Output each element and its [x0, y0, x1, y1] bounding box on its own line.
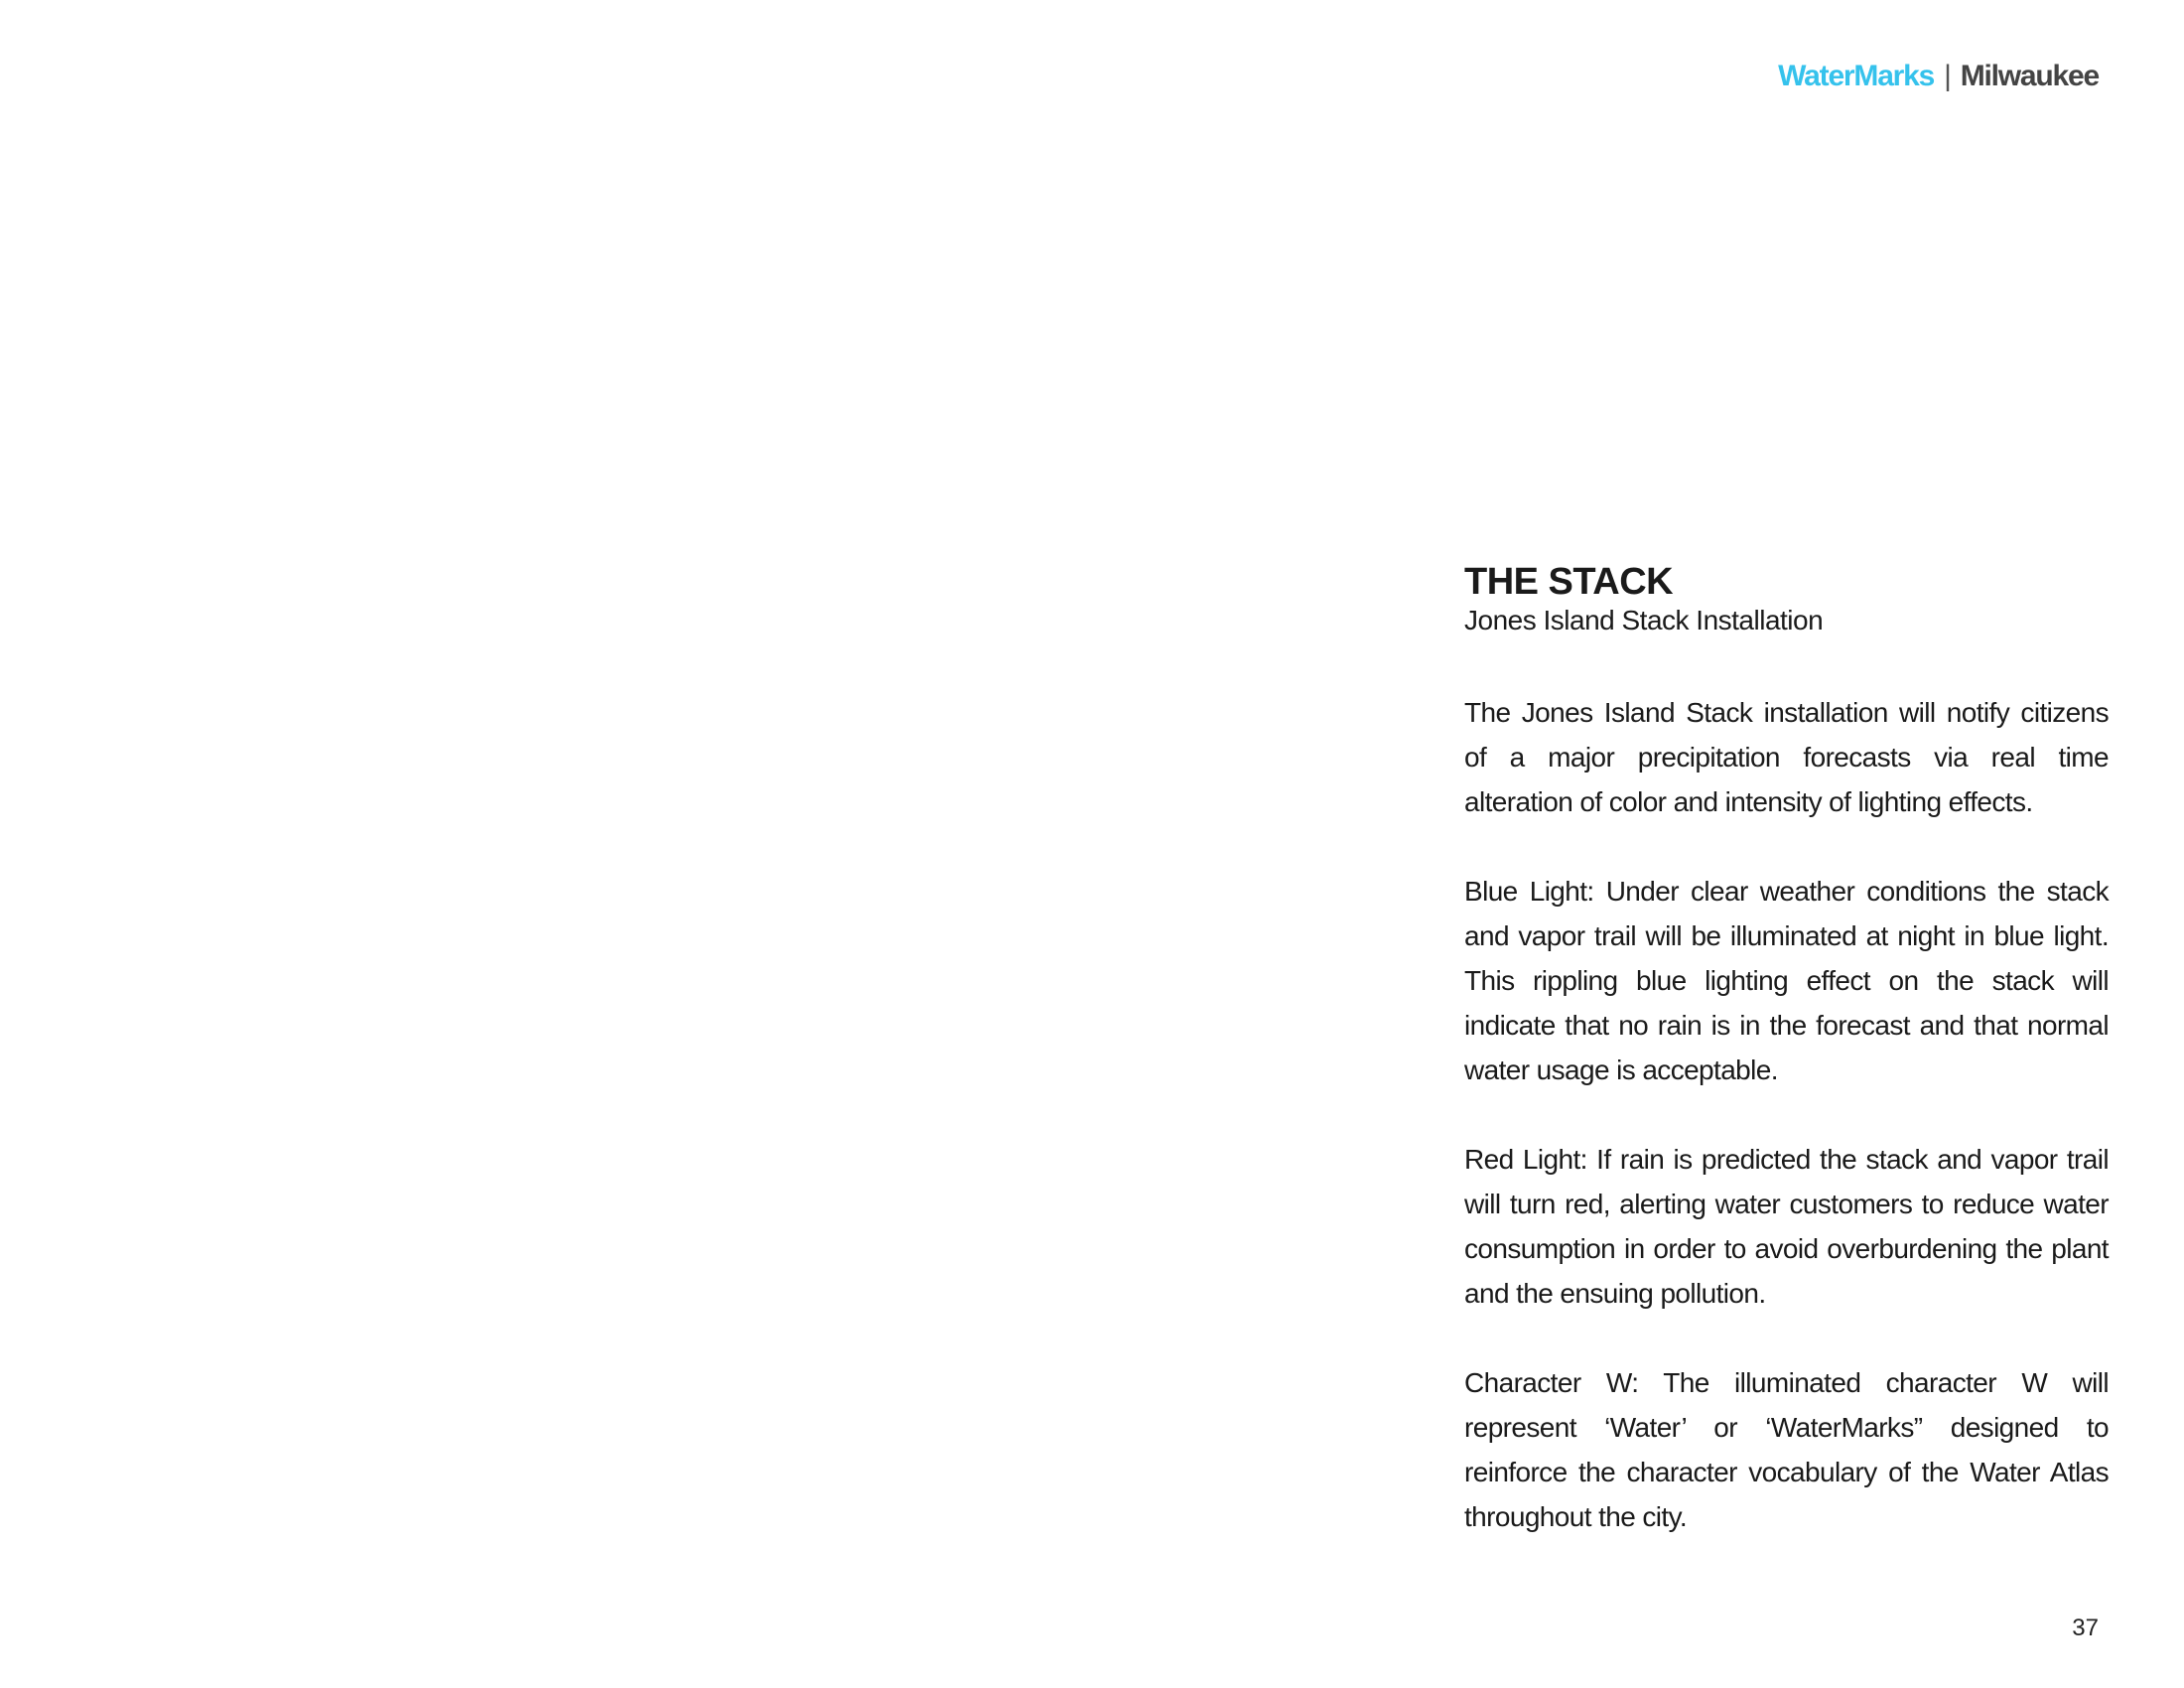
paragraph-intro: The Jones Island Stack installation will notify citizens of a major precipitation forecasts via real time alteration of color and intensity of lighting effects. — [1464, 697, 2109, 817]
header-separator: | — [1944, 60, 1951, 92]
page-number: 37 — [2072, 1615, 2099, 1641]
section-subtitle: Jones Island Stack Installation — [1464, 605, 1824, 635]
header-brand: WaterMarks — [1778, 60, 1935, 92]
paragraph-character-w: Character W: The illuminated character W will represent ‘Water’ or ‘WaterMarks” designed to reinforce the character vocabulary of the Water Atlas throughout the city. — [1464, 1367, 2109, 1532]
running-header — [1778, 60, 2099, 93]
header-city: Milwaukee — [1960, 60, 2099, 92]
section-title: THE STACK — [1464, 561, 1674, 603]
section-content — [1464, 561, 2109, 1584]
paragraph-red-light: Red Light: If rain is predicted the stack and vapor trail will turn red, alerting water customers to reduce water consumption in order to avoid overburdening the plant and the ensuing pollution. — [1464, 1144, 2109, 1309]
paragraph-blue-light: Blue Light: Under clear weather conditions the stack and vapor trail will be illuminated at night in blue light. This rippling blue lighting effect on the stack will indicate that no rain is in the forecast and that normal water usage is acceptable. — [1464, 876, 2109, 1085]
